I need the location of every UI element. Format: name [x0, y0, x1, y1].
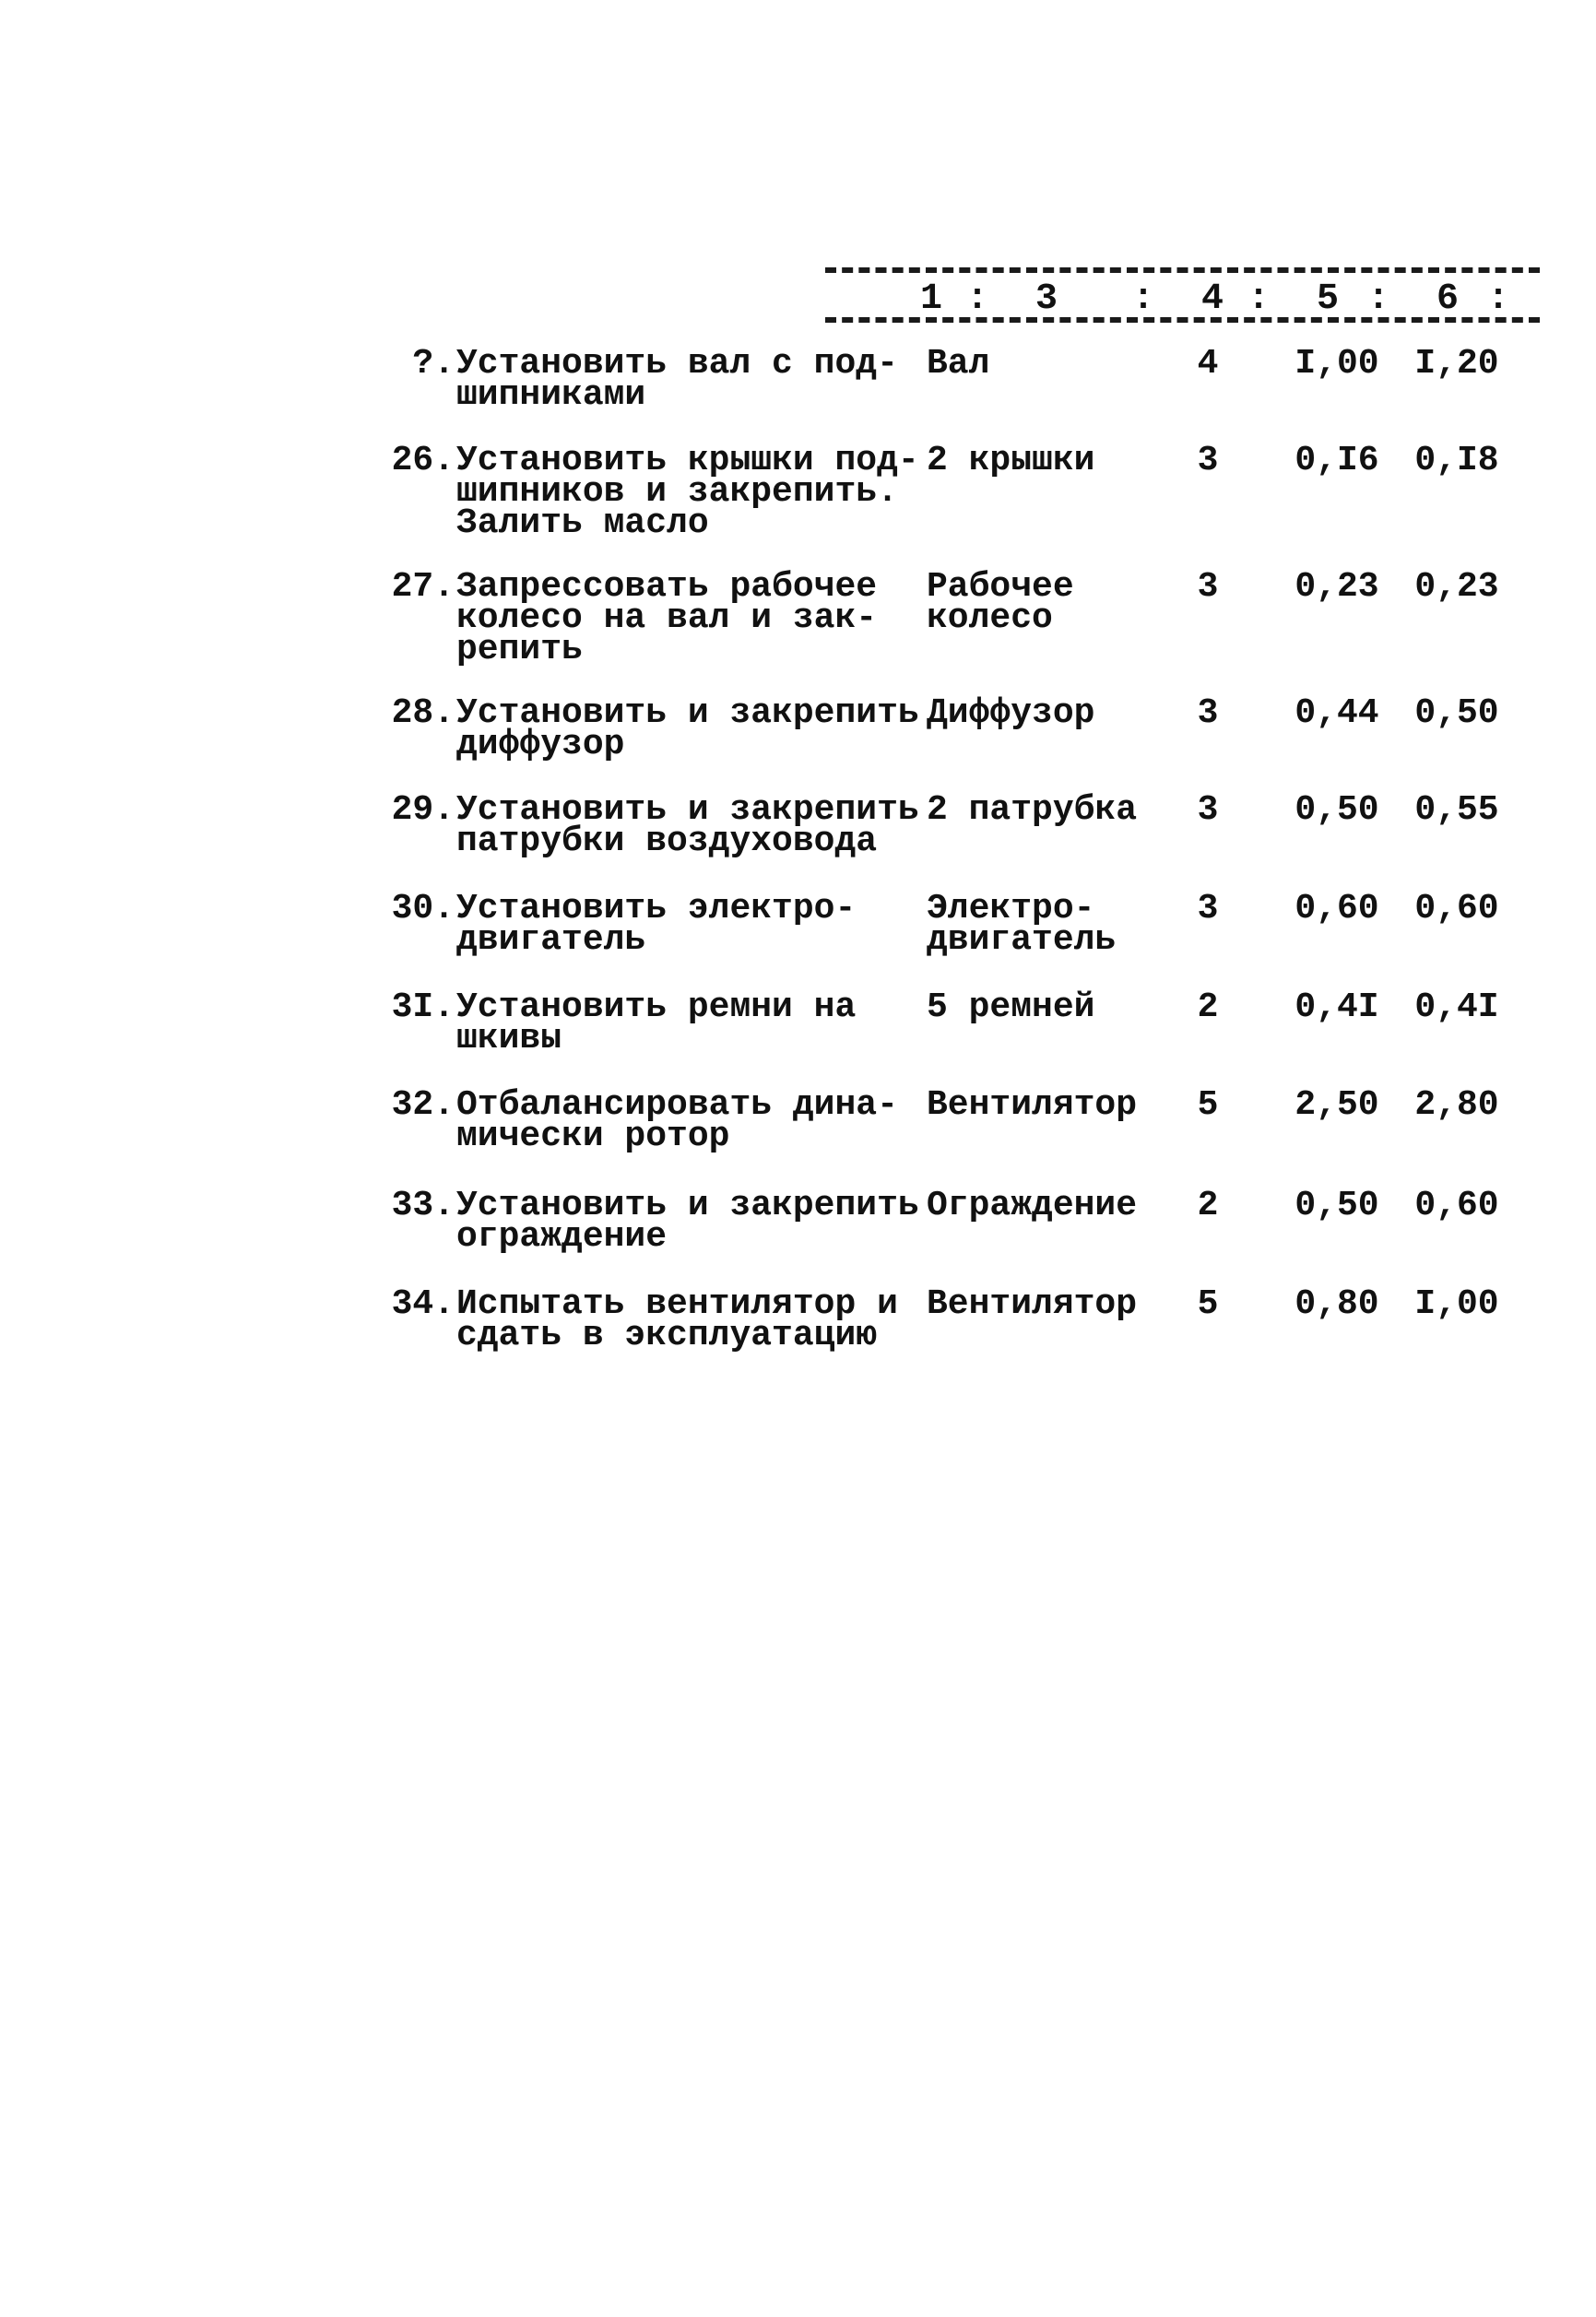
row-number: ?.: [412, 344, 455, 384]
operation-description: Установить и закрепить ограждение: [456, 1186, 919, 1257]
row-number: 33.: [391, 1186, 455, 1225]
header-separator: :: [1486, 278, 1509, 320]
time-value-2: 0,55: [1414, 790, 1499, 830]
header-col-1: 1: [919, 278, 942, 320]
operation-description: Запрессовать рабочее колесо на вал и зак- репить: [456, 567, 878, 669]
header-col-6: 6: [1436, 278, 1459, 320]
row-number: 30.: [391, 889, 455, 928]
header-top-rule: [825, 267, 1540, 273]
header-col-3: 3: [1034, 278, 1058, 320]
operation-count: 5: [1197, 1085, 1219, 1125]
row-number: 34.: [391, 1284, 455, 1324]
time-value-2: 0,4I: [1414, 987, 1499, 1027]
header-col-4: 4: [1200, 278, 1224, 320]
operation-count: 3: [1197, 693, 1219, 733]
header-separator: :: [965, 278, 988, 320]
operation-count: 3: [1197, 889, 1219, 928]
time-value-1: 0,50: [1295, 1186, 1379, 1225]
operation-object: Вентилятор: [927, 1085, 1138, 1125]
time-value-1: 0,4I: [1295, 987, 1379, 1027]
operation-object: 5 ремней: [927, 987, 1095, 1027]
time-value-1: 0,80: [1295, 1284, 1379, 1324]
operation-description: Установить и закрепить диффузор: [456, 693, 919, 764]
time-value-2: 0,60: [1414, 1186, 1499, 1225]
header-col-5: 5: [1316, 278, 1339, 320]
time-value-2: 0,23: [1414, 567, 1499, 607]
operation-count: 5: [1197, 1284, 1219, 1324]
operation-count: 2: [1197, 987, 1219, 1027]
time-value-2: I,20: [1414, 344, 1499, 384]
operation-description: Отбалансировать дина- мически ротор: [456, 1085, 898, 1156]
time-value-1: 0,50: [1295, 790, 1379, 830]
operation-description: Установить ремни на шкивы: [456, 987, 857, 1058]
operation-object: Электро- двигатель: [927, 889, 1117, 960]
operation-count: 3: [1197, 441, 1219, 480]
operation-object: Вал: [927, 344, 990, 384]
table-header: [0, 277, 1596, 323]
operation-count: 4: [1197, 344, 1219, 384]
time-value-2: 0,50: [1414, 693, 1499, 733]
header-separator: :: [1366, 278, 1389, 320]
row-number: 27.: [391, 567, 455, 607]
operation-object: Диффузор: [927, 693, 1095, 733]
operation-object: Ограждение: [927, 1186, 1138, 1225]
row-number: 29.: [391, 790, 455, 830]
header-separator: :: [1131, 278, 1154, 320]
header-bottom-rule: [825, 317, 1540, 323]
row-number: 26.: [391, 441, 455, 480]
operation-description: Испытать вентилятор и сдать в эксплуатацию: [456, 1284, 898, 1355]
operation-object: Рабочее колесо: [927, 567, 1074, 638]
operation-description: Установить крышки под- шипников и закрепить. Залить масло: [456, 441, 919, 543]
operation-description: Установить электро- двигатель: [456, 889, 857, 960]
time-value-1: 0,23: [1295, 567, 1379, 607]
time-value-2: I,00: [1414, 1284, 1499, 1324]
operation-count: 3: [1197, 567, 1219, 607]
time-value-2: 2,80: [1414, 1085, 1499, 1125]
time-value-1: 2,50: [1295, 1085, 1379, 1125]
time-value-2: 0,I8: [1414, 441, 1499, 480]
operation-object: 2 крышки: [927, 441, 1095, 480]
row-number: 3I.: [391, 987, 455, 1027]
operation-object: 2 патрубка: [927, 790, 1138, 830]
operation-count: 2: [1197, 1186, 1219, 1225]
operation-description: Установить вал с под- шипниками: [456, 344, 898, 415]
row-number: 28.: [391, 693, 455, 733]
time-value-1: 0,44: [1295, 693, 1379, 733]
header-separator: :: [1247, 278, 1270, 320]
time-value-1: 0,60: [1295, 889, 1379, 928]
time-value-1: 0,I6: [1295, 441, 1379, 480]
row-number: 32.: [391, 1085, 455, 1125]
time-value-1: I,00: [1295, 344, 1379, 384]
operation-count: 3: [1197, 790, 1219, 830]
operation-object: Вентилятор: [927, 1284, 1138, 1324]
time-value-2: 0,60: [1414, 889, 1499, 928]
operation-description: Установить и закрепить патрубки воздуховода: [456, 790, 919, 861]
